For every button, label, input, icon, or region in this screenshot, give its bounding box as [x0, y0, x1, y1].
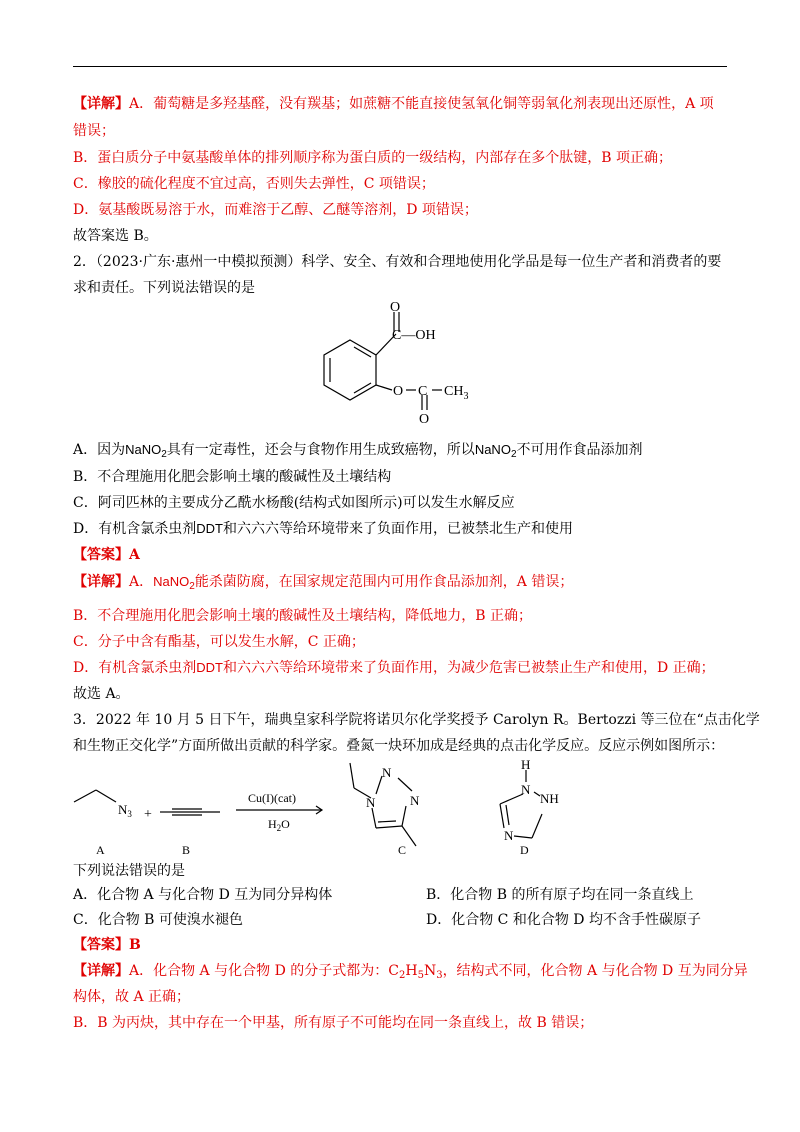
q3-stem-line-2: 和生物正交化学”方面所做出贡献的科学家。叠氮一炔环加成是经典的点击化学反应。反应示例如图所示： [73, 738, 725, 754]
triazoline-nh: NH [540, 791, 559, 806]
q3-option-c: C．化合物 B 可使溴水褪色 [73, 912, 243, 928]
q3-options-row-2 [73, 910, 701, 930]
label-c: C [398, 843, 407, 857]
q1-detail-line-2: 错误； [73, 123, 115, 139]
q2-detail-line-2: B．不合理施用化肥会影响土壤的酸碱性及土壤结构，降低地力，B 正确； [73, 608, 533, 624]
label-d: D [520, 843, 529, 857]
q2-detail-line-3: C．分子中含有酯基，可以发生水解，C 正确； [73, 634, 365, 650]
q3-option-b: B．化合物 B 的所有原子均在同一条直线上 [426, 887, 694, 903]
triazoline-n1: N [521, 782, 531, 797]
header-rule [73, 66, 727, 67]
reaction-scheme [60, 758, 600, 858]
q2-conclusion: 故选 A。 [73, 686, 130, 702]
triazoline-h: H [521, 758, 531, 772]
catalyst-condition: Cu(I)(cat) [248, 791, 296, 805]
q1-detail-line-1: 【详解】A．葡萄糖是多羟基醛，没有羰基；如蔗糖不能直接使氢氧化铜等弱氧化剂表现出还原性，A 项 [73, 96, 714, 112]
q2-option-d: D．有机含氯杀虫剂DDT和六六六等给环境带来了负面作用，已被禁北生产和使用 [73, 521, 573, 537]
ddt-label: DDT [196, 660, 223, 675]
q2-option-c: C．阿司匹林的主要成分乙酰水杨酸(结构式如图所示)可以发生水解反应 [73, 495, 515, 511]
acetyl-carbon: C [418, 384, 428, 399]
solvent-condition: $H_2O$ [268, 817, 290, 833]
q3-stem-line-3: 下列说法错误的是 [73, 863, 185, 879]
q3-detail-line-3: B．B 为丙炔，其中存在一个甲基，所有原子不可能均在同一条直线上，故 B 错误； [73, 1015, 594, 1031]
nano2-formula: NaNO$_2$ [474, 442, 517, 460]
q1-detail-line-4: C．橡胶的硫化程度不宜过高，否则失去弹性，C 项错误； [73, 176, 435, 192]
q2-stem-line-2: 求和责任。下列说法错误的是 [73, 280, 255, 296]
nano2-formula: NaNO$_2$ [153, 574, 195, 592]
carbonyl-o-top: O [390, 300, 401, 315]
q1-detail-line-3: B．蛋白质分子中氨基酸单体的排列顺序称为蛋白质的一级结构，内部存在多个肽键，B 项正确； [73, 150, 673, 166]
q3-detail-line-1: 【详解】A．化合物 A 与化合物 D 的分子式都为：$C_2H_5N_3$，结构式不同，化合物 A 与化合物 D 互为同分异 [73, 963, 748, 981]
carbonyl-o-bottom: O [419, 412, 430, 427]
q3-answer: 【答案】B [73, 937, 141, 953]
triazole-n1: N [366, 795, 376, 810]
plus-sign: + [144, 807, 152, 822]
q2-detail-line-1: 【详解】A．NaNO$_2$能杀菌防腐，在国家规定范围内可用作食品添加剂，A 错误； [73, 574, 574, 592]
ester-oxygen: O [393, 384, 404, 399]
detail-label: 【详解】 [73, 96, 129, 112]
nano2-formula: NaNO$_2$ [125, 442, 167, 460]
aspirin-structure [310, 298, 520, 428]
methyl-group: $CH_3$ [444, 384, 469, 402]
ddt-label: DDT [196, 521, 223, 536]
carboxyl-group: C—OH [392, 328, 436, 343]
q2-detail-line-4: D．有机含氯杀虫剂DDT和六六六等给环境带来了负面作用，为减少危害已被禁止生产和使用，D 正确； [73, 660, 715, 676]
q3-detail-line-2: 构体，故 A 正确； [73, 989, 191, 1005]
label-b: B [182, 843, 191, 857]
q3-stem-line-1: 3．2022 年 10 月 5 日下午，瑞典皇家科学院将诺贝尔化学奖授予 Carolyn R。Bertozzi 等三位在“点击化学 [73, 712, 760, 728]
q2-stem-line-1: 2．（2023·广东·惠州一中模拟预测）科学、安全、有效和合理地使用化学品是每一位生产者和消费者的要 [73, 254, 722, 270]
triazoline-n2: N [504, 828, 514, 843]
q1-detail-line-5: D．氨基酸既易溶于水，而难溶于乙醇、乙醚等溶剂，D 项错误； [73, 202, 478, 218]
azide-group: $N_3$ [118, 802, 132, 819]
triazole-n2: N [382, 765, 392, 780]
q3-option-d: D．化合物 C 和化合物 D 均不含手性碳原子 [426, 912, 701, 928]
triazole-n3: N [410, 793, 420, 808]
q2-answer: 【答案】A [73, 547, 140, 563]
q3-options-row-1 [73, 885, 694, 905]
q2-option-a: A．因为NaNO$_2$具有一定毒性，还会与食物作用生成致癌物，所以NaNO$_2$不可用作食品添加剂 [73, 442, 643, 460]
q2-option-b: B．不合理施用化肥会影响土壤的酸碱性及土壤结构 [73, 469, 392, 485]
q1-conclusion: 故答案选 B。 [73, 228, 158, 244]
label-a: A [96, 843, 105, 857]
q3-option-a: A．化合物 A 与化合物 D 互为同分异构体 [73, 887, 333, 903]
